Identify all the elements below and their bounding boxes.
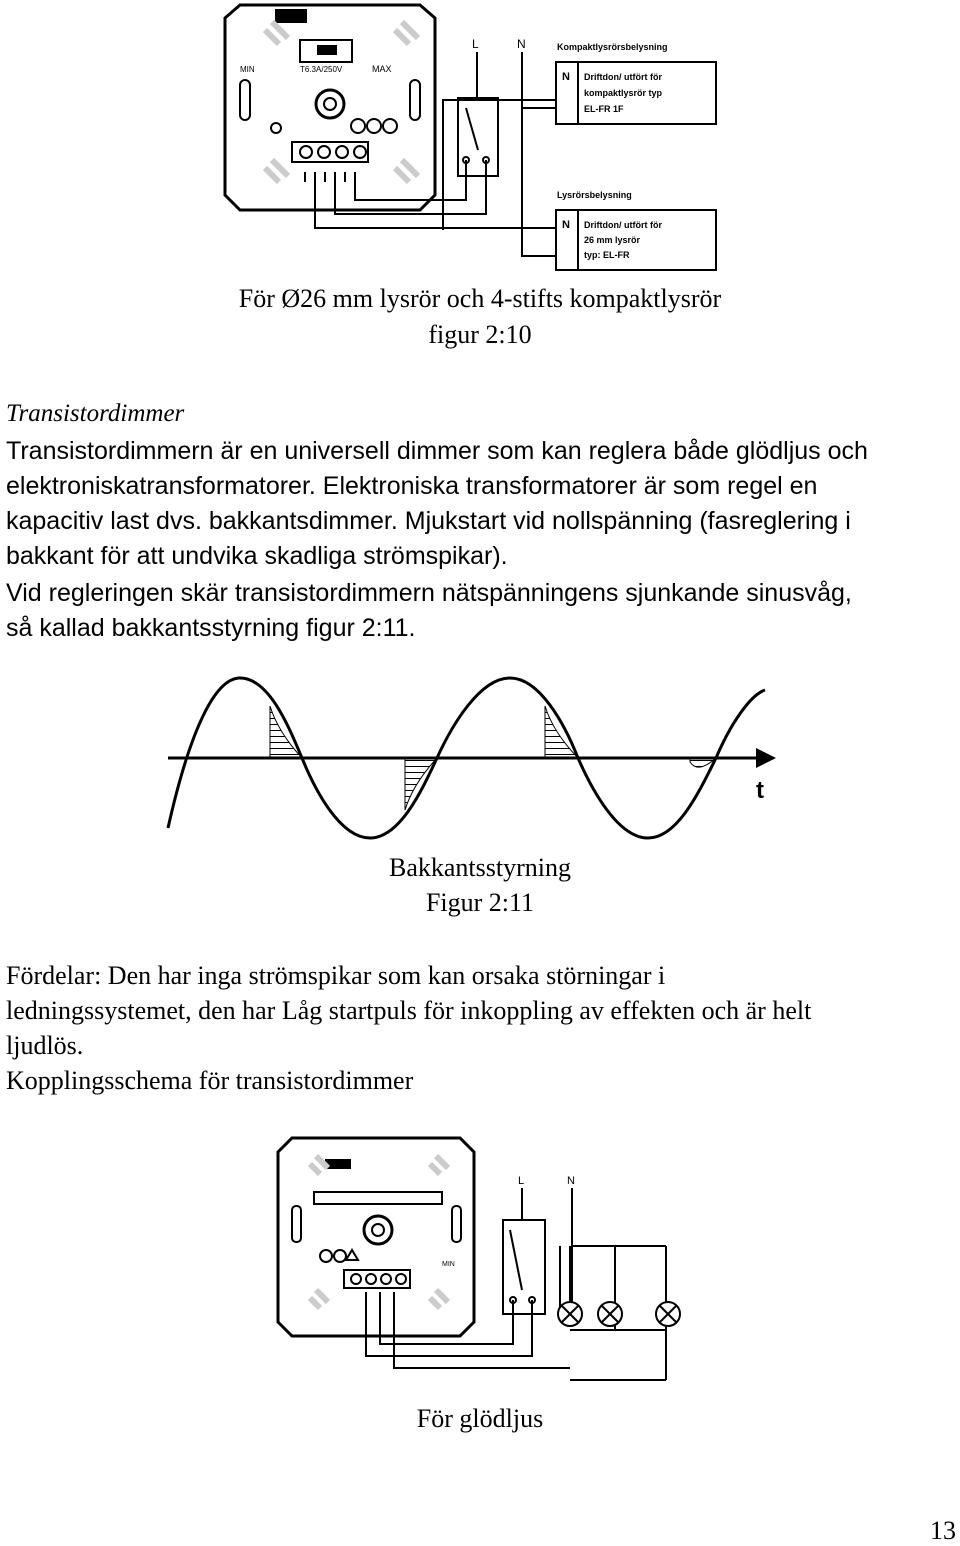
device-min-label: MIN (442, 1261, 455, 1268)
paragraph-line: elektroniskatransformatorer. Elektroniska transformatorer är som regel en (6, 472, 818, 500)
device-max-label: MAX (372, 64, 392, 74)
fixture-box-1-line1: Driftdon/ utfört för (584, 72, 662, 82)
fixture-box-1-line3: EL-FR 1F (584, 104, 624, 114)
paragraph-line: Kopplingsschema för transistordimmer (6, 1066, 414, 1095)
dimmer-device-details (292, 1156, 461, 1308)
figure-2-10-caption-line2: figur 2:10 (428, 320, 532, 349)
figure-2-11-caption-line2: Figur 2:11 (425, 888, 535, 917)
bottom-figure-caption: För glödljus (416, 1404, 544, 1433)
figure-2-11-caption-line1: Bakkantsstyrning (389, 853, 571, 882)
paragraph-line: ledningssystemet, den har Låg startpuls för inkoppling av effekten och är helt (6, 996, 812, 1025)
fixture-box-2 (556, 190, 716, 270)
bottom-pole-label-n: N (567, 1175, 575, 1187)
fixture-box-1-title: Kompaktlysrörsbelysning (557, 42, 668, 52)
trailing-edge-waveform (160, 670, 800, 850)
paragraph-line: kapacitiv last dvs. bakkantsdimmer. Mjukstart vid nollspänning (fasreglering i (6, 507, 851, 535)
top-pole-label-l: L (472, 37, 479, 51)
top-pole-label-n: N (517, 37, 526, 51)
fixture-box-2-line1: Driftdon/ utfört för (584, 220, 662, 230)
paragraph-line: så kallad bakkantsstyrning figur 2:11. (6, 614, 416, 642)
hatched-region (545, 706, 578, 758)
paragraph-line: Vid regleringen skär transistordimmern nätspänningens sjunkande sinusvåg, (6, 579, 852, 607)
fixture-box-2-n: N (562, 219, 570, 231)
fixture-box-1 (556, 42, 716, 124)
paragraph-line: ljudlös. (6, 1031, 84, 1060)
time-axis-label: t (756, 777, 764, 804)
paragraph-line: Transistordimmern är en universell dimmer som kan reglera både glödljus och (6, 437, 868, 465)
section-heading-transistordimmer: Transistordimmer (6, 400, 185, 427)
fixture-box-2-line2: 26 mm lysrör (584, 235, 641, 245)
fixture-box-1-n: N (562, 71, 570, 83)
figure-2-10-caption-line1: För Ø26 mm lysrör och 4-stifts kompaktlysrör (238, 284, 722, 313)
page-number: 13 (930, 1516, 956, 1545)
fixture-box-1-line2: kompaktlysrör typ (584, 88, 663, 98)
device-min-label: MIN (240, 65, 255, 74)
fixture-box-2-line3: typ: EL-FR (584, 250, 630, 260)
bottom-wiring-diagram (270, 1130, 690, 1390)
top-wiring-diagram (0, 0, 960, 280)
device-rating-label: T6.3A/250V (300, 65, 343, 74)
fixture-box-2-title: Lysrörsbelysning (557, 190, 632, 200)
dimmer-device-details (240, 10, 420, 182)
bottom-pole-label-l: L (518, 1175, 525, 1187)
lamp-symbols (558, 1302, 680, 1326)
time-axis-arrowhead (756, 748, 776, 768)
paragraph-line: Fördelar: Den har inga strömspikar som kan orsaka störningar i (6, 961, 666, 990)
paragraph-line: bakkant för att undvika skadliga strömspikar). (6, 542, 508, 570)
